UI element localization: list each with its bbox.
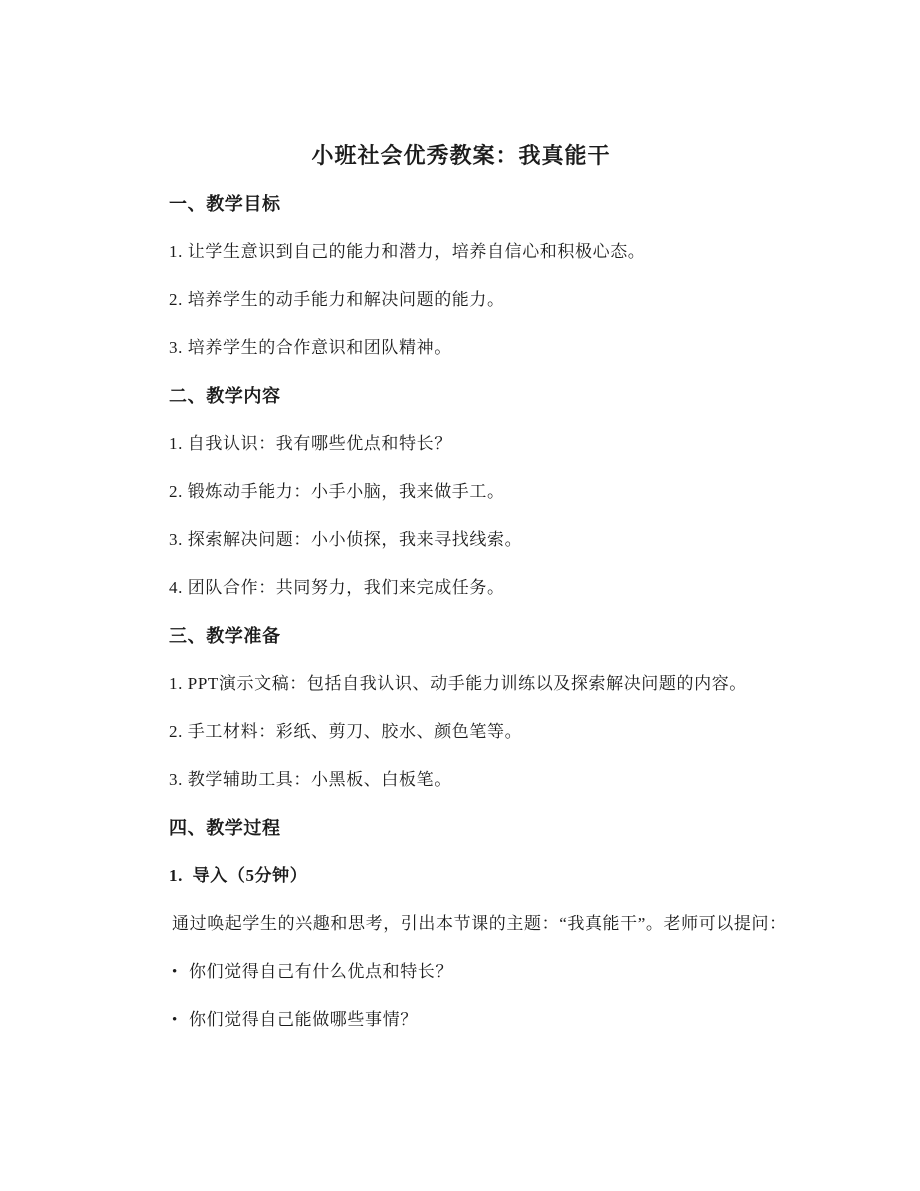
list-item: 3. 培养学生的合作意识和团队精神。: [169, 338, 452, 357]
list-item: 3. 探索解决问题：小小侦探，我来寻找线索。: [169, 530, 523, 549]
bullet-item: [135, 953, 787, 991]
section-teaching-objectives: [135, 185, 787, 367]
section-heading: 四、教学过程: [169, 818, 281, 838]
section-heading: 三、教学准备: [169, 626, 281, 646]
list-item: 1. 自我认识：我有哪些优点和特长？: [169, 434, 452, 453]
list-item: 2. 手工材料：彩纸、剪刀、胶水、颜色笔等。: [169, 722, 523, 741]
section-teaching-preparation: [135, 617, 787, 799]
bullet-icon: •: [172, 964, 178, 980]
page-title: 小班社会优秀教案：我真能干: [311, 143, 611, 168]
section-heading: 二、教学内容: [169, 386, 281, 406]
section-teaching-process: [135, 809, 787, 1039]
section-heading: 一、教学目标: [169, 194, 281, 214]
bullet-item: [135, 1001, 787, 1039]
step-subheading: 1. 导入（5分钟）: [169, 866, 308, 885]
intro-paragraph: 通过唤起学生的兴趣和思考，引出本节课的主题：“我真能干”。老师可以提问：: [172, 914, 787, 933]
bullet-text: 你们觉得自己有什么优点和特长？: [189, 962, 453, 981]
list-item: 2. 培养学生的动手能力和解决问题的能力。: [169, 290, 505, 309]
bullet-text: 你们觉得自己能做哪些事情？: [189, 1010, 418, 1029]
list-item: 1. PPT演示文稿：包括自我认识、动手能力训练以及探索解决问题的内容。: [169, 674, 747, 693]
bullet-icon: •: [172, 1012, 178, 1028]
list-item: 4. 团队合作：共同努力，我们来完成任务。: [169, 578, 505, 597]
list-item: 2. 锻炼动手能力：小手小脑，我来做手工。: [169, 482, 505, 501]
list-item: 3. 教学辅助工具：小黑板、白板笔。: [169, 770, 452, 789]
section-teaching-content: [135, 377, 787, 607]
list-item: 1. 让学生意识到自己的能力和潜力，培养自信心和积极心态。: [169, 242, 646, 261]
